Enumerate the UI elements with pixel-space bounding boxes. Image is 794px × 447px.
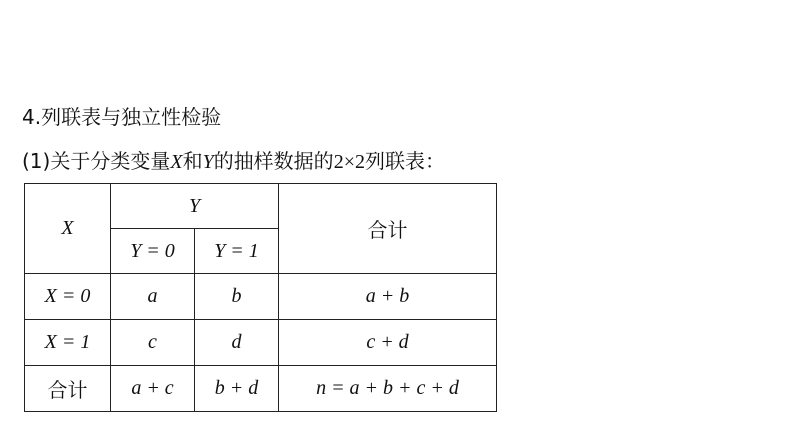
cell-c: c [111,320,195,366]
table-header-row [25,184,497,229]
caption-mid: 和 [182,149,203,173]
cell-d: d [195,320,279,366]
cell-col-total-1: a + c [111,366,195,412]
caption-var-x: X [170,151,183,173]
row-label-x1: X = 1 [25,320,111,366]
caption-dims: 2×2 [333,151,365,173]
cell-a: a [111,274,195,320]
table-row [25,320,497,366]
cell-col-total-2: b + d [195,366,279,412]
row-label-x0: X = 0 [25,274,111,320]
caption-prefix: (1)关于分类变量 [22,149,171,173]
total-header-cell: 合计 [279,184,497,274]
caption-suffix1: 的抽样数据的 [213,149,334,173]
table-row [25,274,497,320]
cell-grand-total: n = a + b + c + d [279,366,497,412]
y-level-0-cell: Y = 0 [111,229,195,274]
cell-row-total-2: c + d [279,320,497,366]
cell-b: b [195,274,279,320]
y-header-cell: Y [111,184,279,229]
caption-suffix2: 列联表： [364,149,445,173]
cell-row-total-1: a + b [279,274,497,320]
row-label-total: 合计 [25,366,111,412]
y-level-1-cell: Y = 1 [195,229,279,274]
table-caption [22,147,445,176]
corner-cell-x: X [25,184,111,274]
table-row [25,366,497,412]
section-heading: 4.列联表与独立性检验 [22,105,222,129]
caption-var-y: Y [202,151,214,173]
contingency-table [24,183,497,412]
